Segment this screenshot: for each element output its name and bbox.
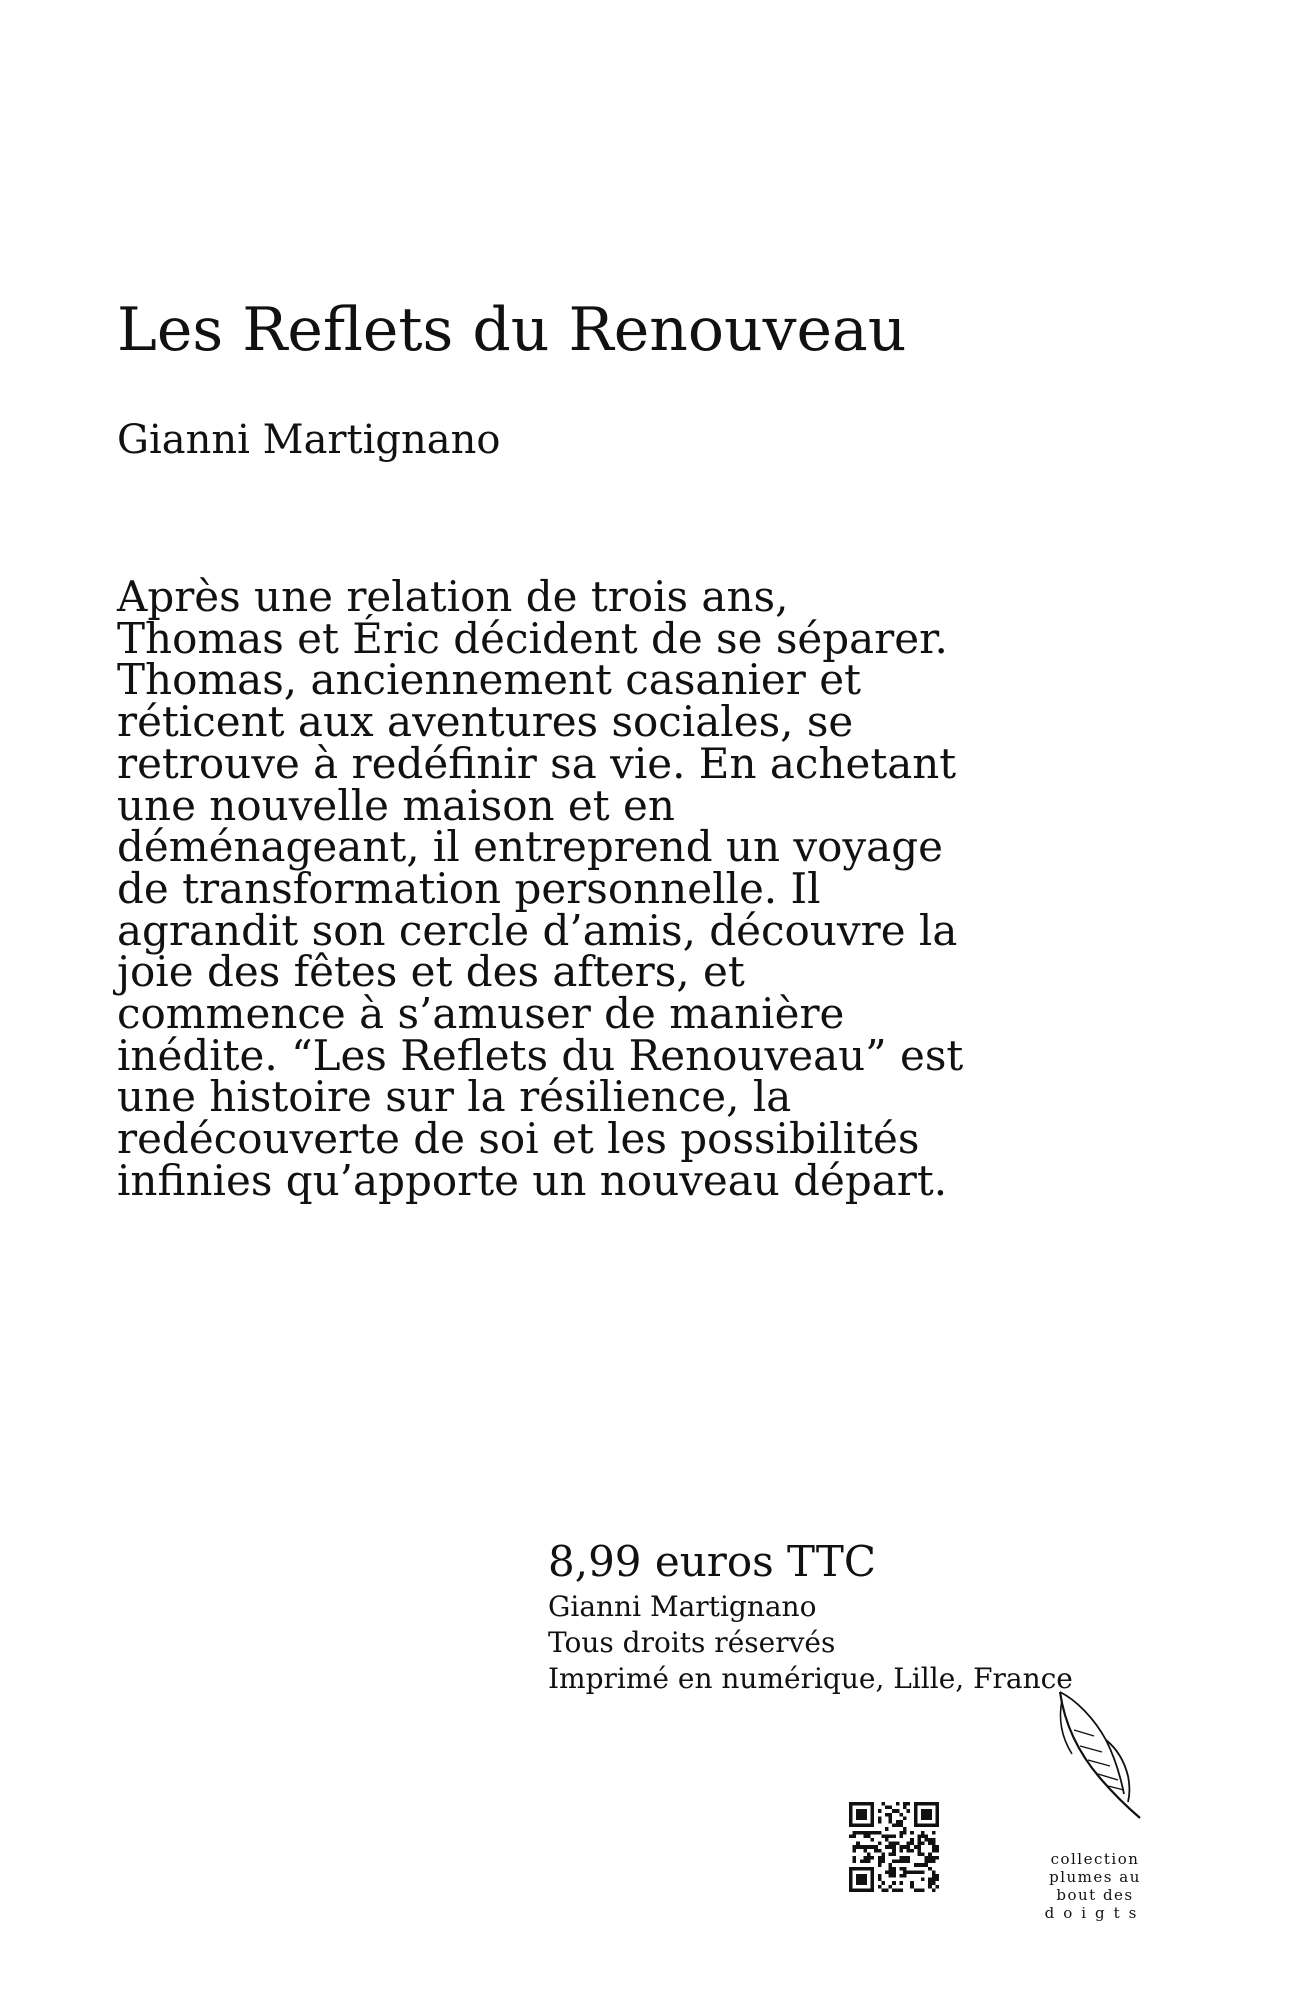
- synopsis-line: redécouverte de soi et les possibilités: [117, 1114, 920, 1164]
- collection-line: doigts: [1044, 1904, 1146, 1922]
- synopsis-line: une histoire sur la résilience, la: [117, 1072, 792, 1122]
- synopsis-line: une nouvelle maison et en: [117, 780, 675, 830]
- synopsis-line: Thomas et Éric décident de se séparer.: [117, 613, 948, 663]
- synopsis-line: agrandit son cercle d’amis, découvre la: [117, 905, 958, 955]
- synopsis-line: infinies qu’apporte un nouveau départ.: [117, 1155, 948, 1205]
- collection-line: bout des: [1056, 1886, 1134, 1904]
- book-author: Gianni Martignano: [117, 417, 501, 463]
- imprint-block: [548, 1535, 1073, 1697]
- synopsis-line: joie des fêtes et des afters, et: [117, 947, 745, 997]
- synopsis-line: retrouve à redéfinir sa vie. En achetant: [117, 738, 957, 788]
- synopsis-line: réticent aux aventures sociales, se: [117, 697, 854, 747]
- collection-logo: [1040, 1690, 1150, 1980]
- synopsis-line: Thomas, anciennement casanier et: [117, 655, 861, 705]
- imprint-author: Gianni Martignano: [548, 1590, 817, 1623]
- collection-line: collection: [1050, 1850, 1140, 1868]
- synopsis-line: commence à s’amuser de manière: [117, 989, 845, 1039]
- feather-icon: [1054, 1690, 1144, 1820]
- book-title: Les Reflets du Renouveau: [117, 295, 907, 365]
- collection-name: [1040, 1850, 1150, 1922]
- collection-line: plumes au: [1049, 1868, 1141, 1886]
- synopsis: [117, 572, 977, 1205]
- synopsis-line: déménageant, il entreprend un voyage: [117, 822, 943, 872]
- synopsis-line: Après une relation de trois ans,: [117, 572, 789, 621]
- synopsis-line: de transformation personnelle. Il: [117, 863, 821, 913]
- price: 8,99 euros TTC: [548, 1537, 876, 1586]
- printing-info: Imprimé en numérique, Lille, France: [548, 1662, 1073, 1695]
- synopsis-line: inédite. “Les Reflets du Renouveau” est: [117, 1030, 964, 1080]
- qr-code-icon: [849, 1802, 939, 1892]
- rights-notice: Tous droits réservés: [548, 1626, 836, 1659]
